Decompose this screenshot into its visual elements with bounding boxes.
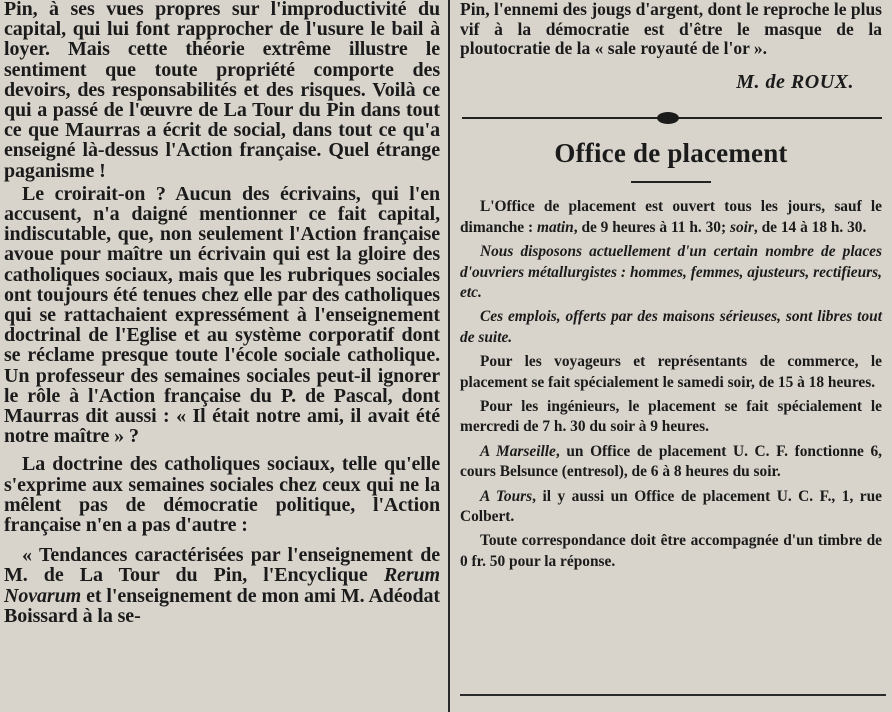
tours-paragraph — [460, 487, 882, 528]
left-quote-paragraph — [4, 545, 440, 626]
bottom-rule — [460, 694, 886, 696]
article-ending — [460, 0, 882, 92]
quote-end: et l'enseignement de mon ami M. Adéodat Boissard à la se- — [4, 584, 440, 627]
section-divider-ornament — [657, 112, 679, 124]
quote-start: « Tendances caractérisées par l'enseignement de M. de La Tour du Pin, l'Encyclique — [4, 544, 440, 587]
marseille-text: , un Office de placement U. C. F. fonctionne 6, cours Belsunce (entresol), de 6 à 8 heures du soir. — [460, 442, 882, 481]
tours-text: , il y aussi un Office de placement U. C. F., 1, rue Colbert. — [460, 487, 882, 526]
heading-underline — [631, 181, 711, 183]
office-heading: Office de placement — [554, 138, 788, 169]
morning-hours: , de 9 heures à 11 h. 30; — [573, 218, 730, 236]
quote-encyclical-title: Rerum Novarum — [4, 564, 440, 607]
right-column — [452, 0, 892, 712]
left-paragraph-1: Pin, à ses vues propres sur l'improductivité du capital, qui lui font rapprocher de l'usure le bail à loyer. Mais cette théorie extrême illustre le sentiment que toute propriété comporte des devoirs, des responsabilités et des risques. Voilà ce qui a passé de l'œuvre de La Tour du Pin dans tout ce que Maurras a écrit de social, dans tout ce qu'a enseigné là-dessus l'Action française. Quel étrange paganisme ! — [4, 0, 440, 182]
engineers-paragraph: Pour les ingénieurs, le placement se fait spécialement le mercredi de 7 h. 30 du soir à 9 heures. — [460, 398, 882, 436]
jobs-available-text: Nous disposons actuellement d'un certain nombre de places d'ouvriers métallurgistes — [460, 243, 882, 281]
evening-hours: , de 14 à 18 h. 30. — [753, 218, 867, 236]
left-paragraph-2: Le croirait-on ? Aucun des écrivains, qui l'en accusent, n'a daigné mentionner ce fait capital, indiscutable, que, non seulement l'Action française avoue pour maître un écrivain qui est la gloire des catholiques sociaux, mais que les rubriques sociales ont toujours été tenues chez elle par des catholiques qui se rattachaient expressément à l'enseignement doctrinal de l'Eglise et au système corporatif dont se réclame presque toute l'école sociale catholique. Un professeur des semaines sociales peut-il ignorer le rôle à l'Action française du P. de Pascal, dont Maurras dit aussi : « Il était notre ami, il avait été notre maître » ? — [4, 182, 440, 448]
column-divider — [448, 0, 450, 712]
travelers-paragraph: Pour les voyageurs et représentants de commerce, le placement se fait spécialement le samedi soir, de 15 à 18 heures. — [460, 353, 882, 391]
article-ending-text: Pin, l'ennemi des jougs d'argent, dont le reproche le plus vif à la démocratie est d'être le masque de la ploutocratie de la « sale royauté de l'or ». — [460, 0, 882, 59]
jobs-list: : hommes, femmes, ajusteurs, rectifieurs, etc. — [460, 263, 882, 301]
jobs-available-paragraph — [460, 242, 882, 303]
marseille-paragraph — [460, 442, 882, 483]
section-divider — [462, 112, 882, 124]
office-hours-text: L'Office de placement est ouvert tous les jours, sauf le dimanche : — [460, 198, 882, 236]
evening-label: soir — [729, 218, 754, 236]
tours-label: A Tours — [480, 487, 533, 505]
marseille-label: A Marseille — [480, 442, 556, 460]
left-paragraph-3: La doctrine des catholiques sociaux, telle qu'elle s'exprime aux semaines sociales chez ceux qui ne la mêlent pas de démocratie politique, l'Action française n'en a pas d'autre : — [4, 453, 440, 537]
correspondence-paragraph: Toute correspondance doit être accompagnée d'un timbre de 0 fr. 50 pour la réponse. — [460, 532, 882, 570]
office-hours-paragraph — [460, 197, 882, 238]
author-signature: M. de ROUX. — [736, 70, 854, 93]
jobs-offered-paragraph: Ces emplois, offerts par des maisons sérieuses, sont libres tout de suite. — [460, 308, 882, 346]
morning-label: matin — [536, 218, 574, 236]
